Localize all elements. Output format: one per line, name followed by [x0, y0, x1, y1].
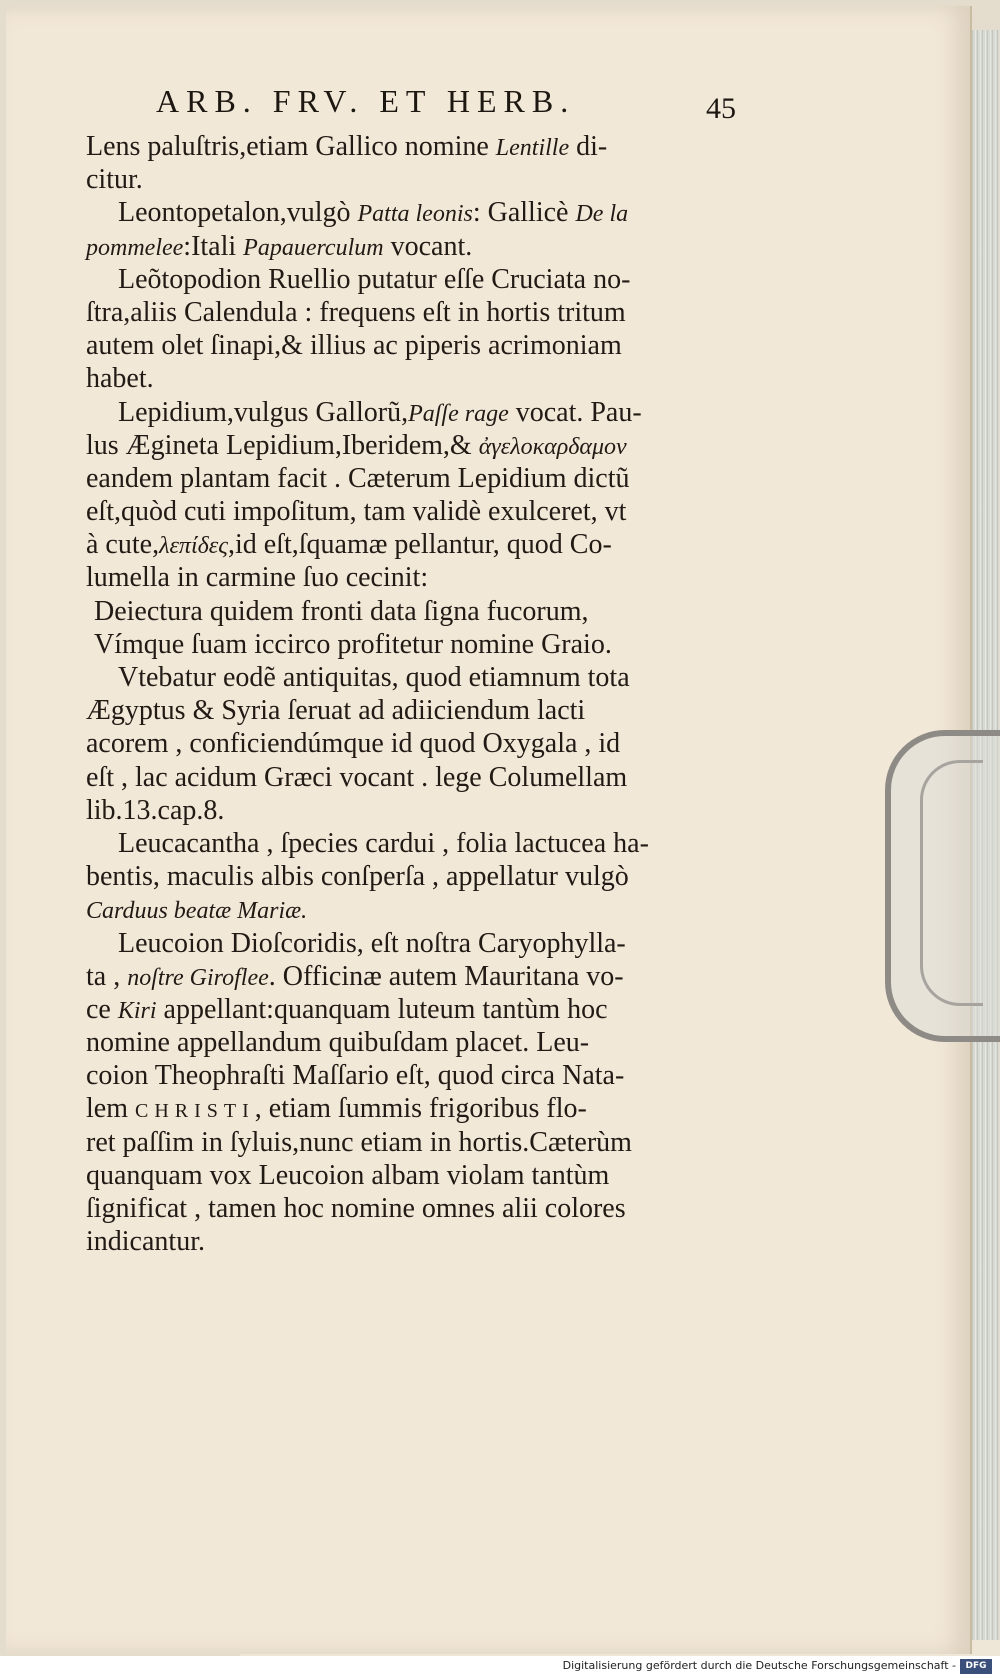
text-run: eſt,quòd cuti impoſitum, tam validè exulceret, vt [86, 496, 627, 528]
text-line [86, 495, 746, 528]
text-line [86, 1192, 746, 1225]
italic-term: Carduus beatæ Mariæ. [86, 898, 308, 925]
text-run: lib.13.cap.8. [86, 794, 225, 826]
text-run: habet. [86, 363, 154, 395]
italic-term: ἀγελοκαρδαμον [478, 433, 627, 460]
running-head: ARB. FRV. ET HERB. [156, 83, 576, 119]
text-line [86, 396, 746, 429]
italic-term: Lentille [495, 135, 570, 161]
text-line [86, 230, 746, 263]
text-run: ce [86, 993, 118, 1025]
text-run: Lens paluſtris,etiam Gallico nomine [86, 131, 496, 162]
text-run: : Gallicè [472, 197, 576, 229]
text-line [86, 163, 746, 196]
body-text [86, 130, 746, 1258]
text-run: :Itali [183, 230, 244, 262]
text-run: Vtebatur eodẽ antiquitas, quod etiamnum tota [118, 662, 630, 693]
text-run: , etiam ſummis frigoribus flo- [254, 1093, 587, 1125]
italic-term: De la [575, 201, 629, 228]
text-line [86, 196, 746, 229]
text-run: lem [86, 1093, 135, 1125]
text-line [86, 296, 746, 329]
text-line [86, 1159, 746, 1192]
text-run: vocant. [383, 230, 473, 262]
text-line [86, 462, 746, 495]
text-run: ret paſſim in ſyluis,nunc etiam in hortis.Cæterùm [86, 1126, 632, 1158]
italic-term: Patta leonis [357, 201, 473, 228]
text-line [86, 893, 746, 926]
text-line [86, 727, 746, 760]
text-run: di- [569, 131, 608, 162]
text-run: Leontopetalon,vulgò [118, 197, 358, 229]
text-run: à cute, [86, 529, 160, 561]
text-line [86, 1092, 746, 1125]
text-line [86, 960, 746, 993]
text-run: appellant:quanquam luteum tantùm hoc [156, 993, 608, 1025]
text-line [86, 561, 746, 594]
text-run: ſtra,aliis Calendula : frequens eſt in hortis tritum [86, 296, 626, 328]
text-run: vocat. Pau- [508, 396, 642, 428]
footer-bar [0, 1656, 1000, 1678]
text-run: quanquam vox Leucoion albam violam tantùm [86, 1159, 610, 1191]
text-run: . Officinæ autem Mauritana vo- [268, 960, 624, 992]
text-run: autem olet ſinapi,& illius ac piperis acrimoniam [86, 330, 622, 362]
book-page [6, 6, 972, 1654]
text-line [86, 661, 746, 694]
text-line [86, 1059, 746, 1092]
paper-clip-inner [920, 760, 983, 1006]
small-caps-text: CHRISTI [135, 1100, 255, 1123]
italic-term: Papauerculum [243, 234, 384, 261]
text-line [86, 263, 746, 296]
footer-credit: Digitalisierung gefördert durch die Deutsche Forschungsgemeinschaft - [562, 1659, 956, 1672]
text-line [86, 628, 746, 661]
text-run: citur. [86, 164, 143, 196]
text-line [86, 761, 746, 794]
text-line [86, 1225, 746, 1258]
text-run: Lepidium,vulgus Gallorũ, [118, 396, 409, 428]
text-run: Vímque ſuam iccirco profitetur nomine Graio. [94, 628, 612, 660]
text-run: eandem plantam facit . Cæterum Lepidium dictũ [86, 462, 630, 494]
text-line [86, 694, 746, 727]
text-run: ta , [86, 960, 128, 992]
text-run: ,id eſt,ſquamæ pellantur, quod Co- [227, 529, 612, 561]
text-run: indicantur. [86, 1226, 205, 1258]
text-run: lumella in carmine ſuo cecinit: [86, 562, 429, 594]
text-line [86, 130, 746, 163]
text-line [86, 927, 746, 960]
text-run: Ægyptus & Syria ſeruat ad adiiciendum lacti [86, 695, 586, 727]
text-line [86, 993, 746, 1026]
text-run: Leucacantha , ſpecies cardui , folia lactucea ha- [118, 827, 649, 859]
text-line [86, 1026, 746, 1059]
text-line [86, 362, 746, 395]
text-line [86, 429, 746, 462]
text-line [86, 827, 746, 860]
italic-term: pommelee [86, 234, 184, 261]
text-line [86, 860, 746, 893]
italic-term: noſtre Giroflee [127, 964, 269, 991]
page-number: 45 [706, 92, 736, 125]
text-line [86, 794, 746, 827]
text-line [86, 528, 746, 561]
text-run: Leõtopodion Ruellio putatur eſſe Cruciata no- [118, 263, 631, 295]
italic-term: Paſſe rage [408, 400, 509, 427]
text-run: bentis, maculis albis conſperſa , appellatur vulgò [86, 861, 629, 893]
text-run: nomine appellandum quibuſdam placet. Leu- [86, 1027, 590, 1059]
text-run: coion Theophraſti Maſſario eſt, quod circa Nata- [86, 1060, 625, 1092]
dfg-logo: DFG [960, 1659, 992, 1674]
text-line [86, 1126, 746, 1159]
text-run: Leucoion Dioſcoridis, eſt noſtra Caryophylla- [118, 927, 626, 959]
text-run: lus Ægineta Lepidium,Iberidem,& [86, 429, 479, 461]
text-line [86, 595, 746, 628]
italic-term: λεπίδες [159, 533, 228, 560]
text-run: acorem , conficiendúmque id quod Oxygala , id [86, 728, 621, 760]
text-run: eſt , lac acidum Græci vocant . lege Columellam [86, 761, 628, 793]
text-run: ſignificat , tamen hoc nomine omnes alii colores [86, 1193, 626, 1224]
italic-term: Kiri [117, 997, 157, 1024]
text-run: Deiectura quidem fronti data ſigna fucorum, [94, 595, 589, 627]
text-line [86, 329, 746, 362]
